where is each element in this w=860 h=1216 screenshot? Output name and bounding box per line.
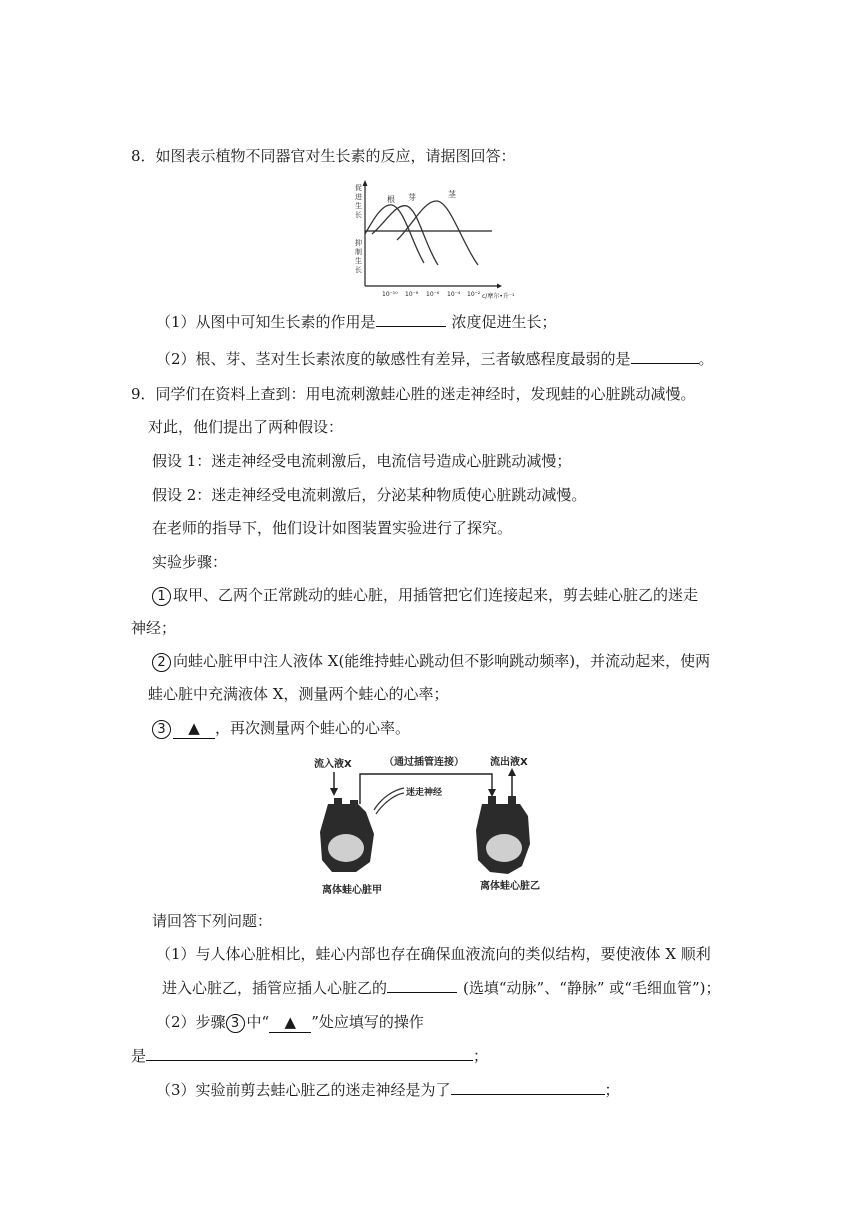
x-tick: 10⁻⁶ xyxy=(426,291,440,298)
circled-number: 1 xyxy=(152,587,171,606)
frog-heart-figure xyxy=(312,752,572,898)
answer-blank[interactable] xyxy=(146,1046,473,1061)
sub-question-2-cont: 是 ； xyxy=(131,1047,489,1065)
answer-blank[interactable]: ▲ xyxy=(269,1012,311,1033)
svg-text:生: 生 xyxy=(355,257,362,265)
sub-question-3: （3）实验前剪去蛙心脏乙的迷走神经是为了 ； xyxy=(156,1081,620,1099)
svg-text:促: 促 xyxy=(355,184,362,192)
step-2-cont: 蛙心脏中充满液体 X，测量两个蛙心的心率； xyxy=(148,685,449,703)
answer-blank[interactable] xyxy=(376,312,446,327)
x-tick: 10⁻¹⁰ xyxy=(382,291,398,298)
step-1-cont: 神经； xyxy=(131,619,177,637)
inflow-label: 流入液X xyxy=(314,759,352,770)
svg-text:进: 进 xyxy=(355,193,362,201)
auxin-response-graph xyxy=(352,178,515,302)
answer-blank[interactable] xyxy=(387,978,457,993)
hypothesis-2: 假设 2：迷走神经受电流刺激后，分泌某种物质使心脏跳动减慢。 xyxy=(152,486,587,504)
q9-stem: 9．同学们在资料上查到：用电流刺激蛙心胜的迷走神经时，发现蛙的心脏跳动减慢。 xyxy=(131,385,696,403)
answer-blank[interactable] xyxy=(631,349,699,364)
q8-part2: （2）根、芽、茎对生长素浓度的敏感性有差异，三者敏感程度最弱的是 。 xyxy=(156,350,714,368)
circled-number: 2 xyxy=(152,653,171,672)
svg-text:生: 生 xyxy=(355,202,362,210)
sub-question-1: （1）与人体心脏相比，蛙心内部也存在确保血液流向的类似结构，要使液体 X 顺利 xyxy=(156,945,711,963)
x-tick: 10⁻² xyxy=(467,291,481,298)
x-unit: c/摩尔•升⁻¹ xyxy=(482,293,515,300)
heart-a-label: 离体蛙心脏甲 xyxy=(322,885,382,896)
q9-guidance: 在老师的指导下，他们设计如图装置实验进行了探究。 xyxy=(152,519,513,537)
q9-intro: 对此，他们提出了两种假设： xyxy=(148,418,344,436)
x-tick: 10⁻⁴ xyxy=(447,291,461,298)
stem-label: 茎 xyxy=(448,190,456,199)
step-2: 2 向蛙心脏甲中注人液体 X(能维持蛙心跳动但不影响跳动频率)，并流动起来，使两 xyxy=(152,651,710,672)
connect-label: （通过插管连接） xyxy=(384,757,464,768)
heart-b-label: 离体蛙心脏乙 xyxy=(480,881,540,892)
outflow-label: 流出液X xyxy=(490,757,528,768)
root-label: 根 xyxy=(387,195,395,204)
step-3: 3 ▲ ，再次测量两个蛙心的心率。 xyxy=(152,718,410,739)
nerve-label: 迷走神经 xyxy=(406,788,443,798)
answer-blank[interactable]: ▲ xyxy=(173,718,215,739)
svg-text:长: 长 xyxy=(355,211,362,219)
bud-label: 芽 xyxy=(408,193,416,202)
answer-prompt: 请回答下列问题： xyxy=(152,912,273,930)
svg-text:抑: 抑 xyxy=(355,239,362,247)
sub-question-2: （2）步骤 3 中“ ▲ ”处应填写的操作 xyxy=(156,1013,424,1031)
answer-blank[interactable] xyxy=(451,1080,605,1095)
x-tick: 10⁻⁸ xyxy=(405,291,419,298)
steps-title: 实验步骤： xyxy=(152,553,228,571)
hypothesis-1: 假设 1：迷走神经受电流刺激后，电流信号造成心脏跳动减慢； xyxy=(152,452,572,470)
circled-number: 3 xyxy=(152,720,171,739)
svg-text:制: 制 xyxy=(355,248,362,256)
sub-question-1-cont: 进入心脏乙，插管应插人心脏乙的 (选填“动脉”、“静脉” 或“毛细血管”)； xyxy=(162,979,721,997)
q8-part1: （1）从图中可知生长素的作用是 浓度促进生长； xyxy=(156,313,557,331)
q8-stem: 8．如图表示植物不同器官对生长素的反应，请据图回答： xyxy=(131,147,516,165)
svg-text:长: 长 xyxy=(355,266,362,274)
circled-number: 3 xyxy=(226,1014,245,1033)
step-1: 1 取甲、乙两个正常跳动的蛙心脏，用插管把它们连接起来，剪去蛙心脏乙的迷走 xyxy=(152,585,698,606)
